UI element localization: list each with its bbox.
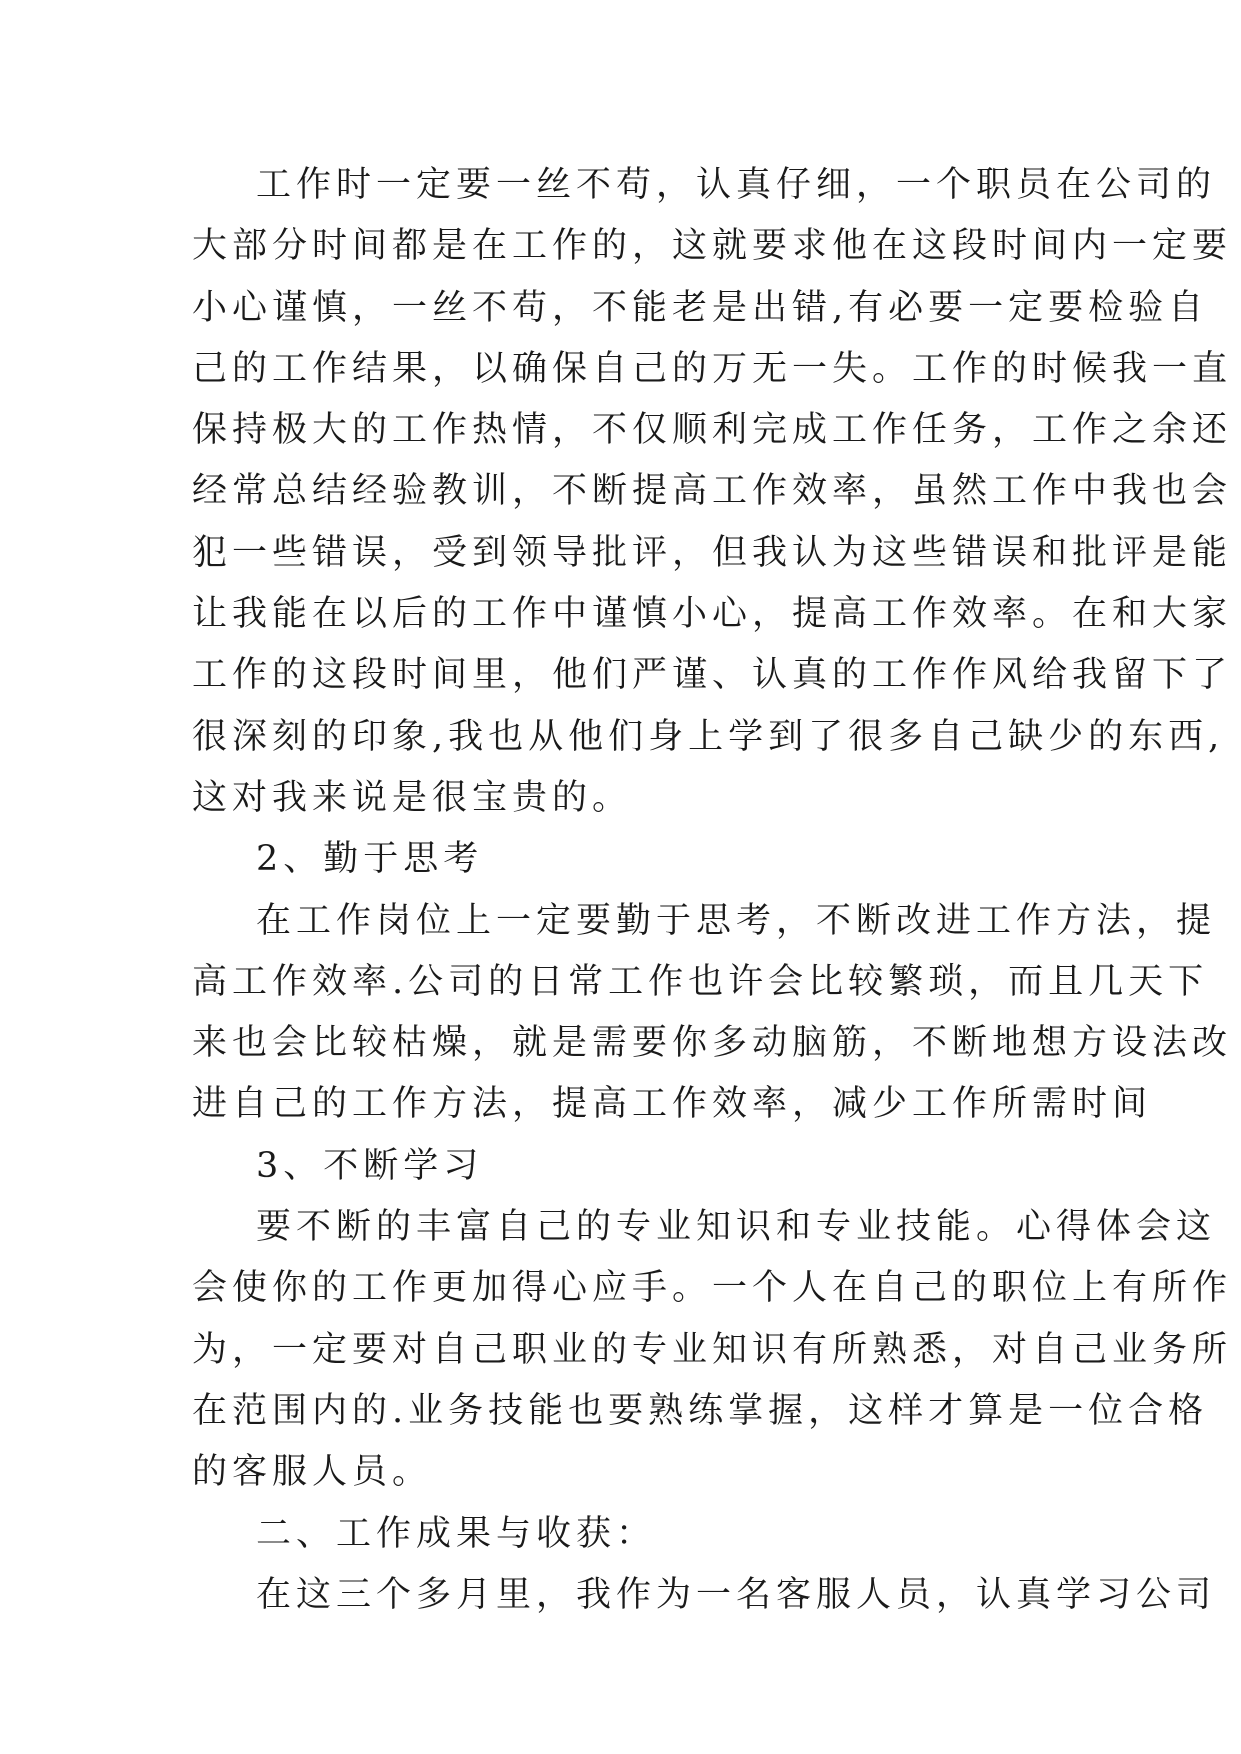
- paragraph-line: 在范围内的.业务技能也要熟练掌握，这样才算是一位合格: [192, 1390, 1209, 1431]
- paragraph-line: 会使你的工作更加得心应手。一个人在自己的职位上有所作: [192, 1268, 1233, 1309]
- paragraph-line: 这对我来说是很宝贵的。: [192, 777, 633, 818]
- paragraph-line: 要不断的丰富自己的专业知识和专业技能。心得体会这: [256, 1207, 1217, 1248]
- paragraph-line: 小心谨慎，一丝不苟，不能老是出错,有必要一定要检验自: [192, 287, 1209, 328]
- paragraph-line: 在工作岗位上一定要勤于思考，不断改进工作方法，提: [256, 900, 1217, 941]
- paragraph-line: 来也会比较枯燥，就是需要你多动脑筋，不断地想方设法改: [192, 1023, 1233, 1064]
- paragraph-line: 进自己的工作方法，提高工作效率，减少工作所需时间: [192, 1084, 1153, 1125]
- paragraph-line: 很深刻的印象,我也从他们身上学到了很多自己缺少的东西,: [192, 716, 1225, 757]
- section-heading: 3、不断学习: [256, 1145, 484, 1186]
- section-heading: 2、勤于思考: [256, 839, 484, 880]
- section-heading: 二、工作成果与收获：: [256, 1513, 657, 1554]
- paragraph-line: 高工作效率.公司的日常工作也许会比较繁琐，而且几天下: [192, 961, 1209, 1002]
- paragraph-line: 大部分时间都是在工作的，这就要求他在这段时间内一定要: [192, 226, 1233, 267]
- paragraph-line: 工作的这段时间里，他们严谨、认真的工作作风给我留下了: [192, 655, 1233, 696]
- paragraph-line: 保持极大的工作热情，不仅顺利完成工作任务，工作之余还: [192, 410, 1233, 451]
- paragraph-line: 己的工作结果，以确保自己的万无一失。工作的时候我一直: [192, 348, 1233, 389]
- document-body: [192, 155, 1233, 1626]
- paragraph-line: 的客服人员。: [192, 1452, 433, 1493]
- paragraph-line: 工作时一定要一丝不苟，认真仔细，一个职员在公司的: [256, 165, 1217, 205]
- paragraph-line: 犯一些错误，受到领导批评，但我认为这些错误和批评是能: [192, 532, 1233, 573]
- paragraph-line: 让我能在以后的工作中谨慎小心，提高工作效率。在和大家: [192, 594, 1233, 635]
- paragraph-line: 为，一定要对自己职业的专业知识有所熟悉，对自己业务所: [192, 1329, 1233, 1370]
- paragraph-line: 经常总结经验教训，不断提高工作效率，虽然工作中我也会: [192, 471, 1233, 512]
- paragraph-line: 在这三个多月里，我作为一名客服人员，认真学习公司: [256, 1574, 1217, 1615]
